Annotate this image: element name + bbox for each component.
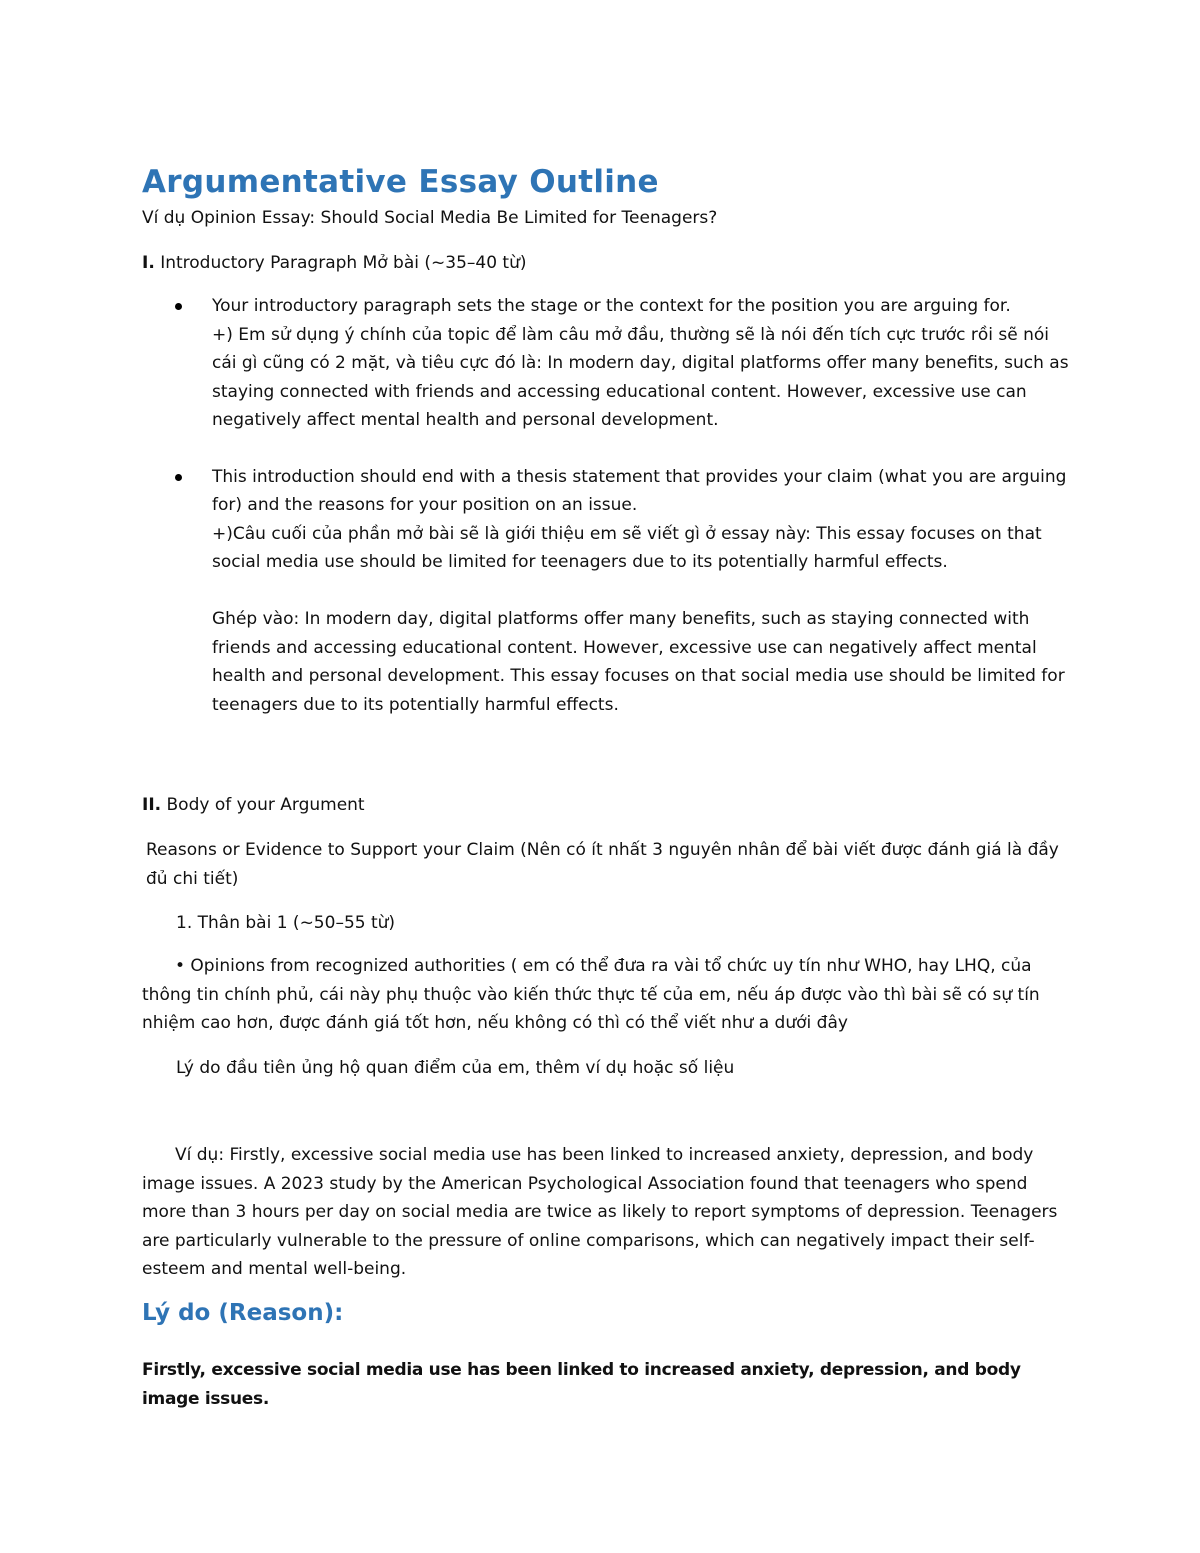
reasons-paragraph: Reasons or Evidence to Support your Claim (Nên có ít nhất 3 nguyên nhân để bài viết được đánh giá là đầy đủ chi tiết) xyxy=(146,840,1059,889)
reason-statement: Firstly, excessive social media use has been linked to increased anxiety, depression, and body image issues. xyxy=(142,1360,1021,1409)
reason-heading: Lý do (Reason): xyxy=(142,1300,344,1326)
example-paragraph: Ví dụ: Firstly, excessive social media use has been linked to increased anxiety, depression, and body image issues. A 2023 study by the American Psychological Association found that teenagers who spend more than 3 hours per day on social media are twice as likely to report symptoms of depression. Teenagers are particularly vulnerable to the pressure of online comparisons, which can negatively impact their self-esteem and mental well-being. xyxy=(142,1145,1058,1279)
bullet-line: Ghép vào: In modern day, digital platforms offer many benefits, such as staying connected with friends and accessing educational content. However, excessive use can negatively affect mental health and personal development. This essay focuses on that social media use should be limited for teenagers due to its potentially harmful effects. xyxy=(212,609,1065,715)
blank-line xyxy=(212,577,1072,606)
first-reason-instruction: Lý do đầu tiên ủng hộ quan điểm của em, thêm ví dụ hoặc số liệu xyxy=(176,1058,735,1078)
list-item xyxy=(142,292,1072,435)
document-subtitle: Ví dụ Opinion Essay: Should Social Media Be Limited for Teenagers? xyxy=(142,208,718,228)
section-numeral: I. xyxy=(142,253,155,273)
document-title: Argumentative Essay Outline xyxy=(142,164,659,200)
section-heading-text: Introductory Paragraph Mở bài (~35–40 từ) xyxy=(154,253,527,273)
introduction-bullet-list xyxy=(142,292,1072,719)
bullet-line: +) Em sử dụng ý chính của topic để làm câu mở đầu, thường sẽ là nói đến tích cực trước rồi sẽ nói cái gì cũng có 2 mặt, và tiêu cực đó là: In modern day, digital platforms offer many benefits, such as staying connected with friends and accessing educational content. However, excessive use can negatively affect mental health and personal development. xyxy=(212,324,1069,430)
bullet-line: Your introductory paragraph sets the stage or the context for the position you are arguing for. xyxy=(212,296,1011,316)
opinions-paragraph: • Opinions from recognized authorities ( em có thể đưa ra vài tổ chức uy tín như WHO, hay LHQ, của thông tin chính phủ, cái này phụ thuộc vào kiến thức thực tế của em, nếu áp được vào thì bài sẽ có sự tín nhiệm cao hơn, được đánh giá tốt hơn, nếu không có thì có thể viết như a dưới đây xyxy=(142,956,1040,1033)
bullet-line: This introduction should end with a thesis statement that provides your claim (what you are arguing for) and the reasons for your position on an issue. xyxy=(212,466,1067,515)
section-numeral: II. xyxy=(142,795,162,815)
section-heading-text: Body of your Argument xyxy=(161,795,365,815)
bullet-icon xyxy=(175,303,182,310)
bullet-icon xyxy=(175,474,182,481)
section-introduction-heading xyxy=(142,249,527,278)
list-item xyxy=(142,463,1072,720)
body-paragraph-1-label: 1. Thân bài 1 (~50–55 từ) xyxy=(176,913,396,933)
bullet-line: +)Câu cuối của phần mở bài sẽ là giới thiệu em sẽ viết gì ở essay này: This essay focuses on that social media use should be limited for teenagers due to its potentially harmful effects. xyxy=(212,523,1042,572)
section-body-heading xyxy=(142,791,365,820)
